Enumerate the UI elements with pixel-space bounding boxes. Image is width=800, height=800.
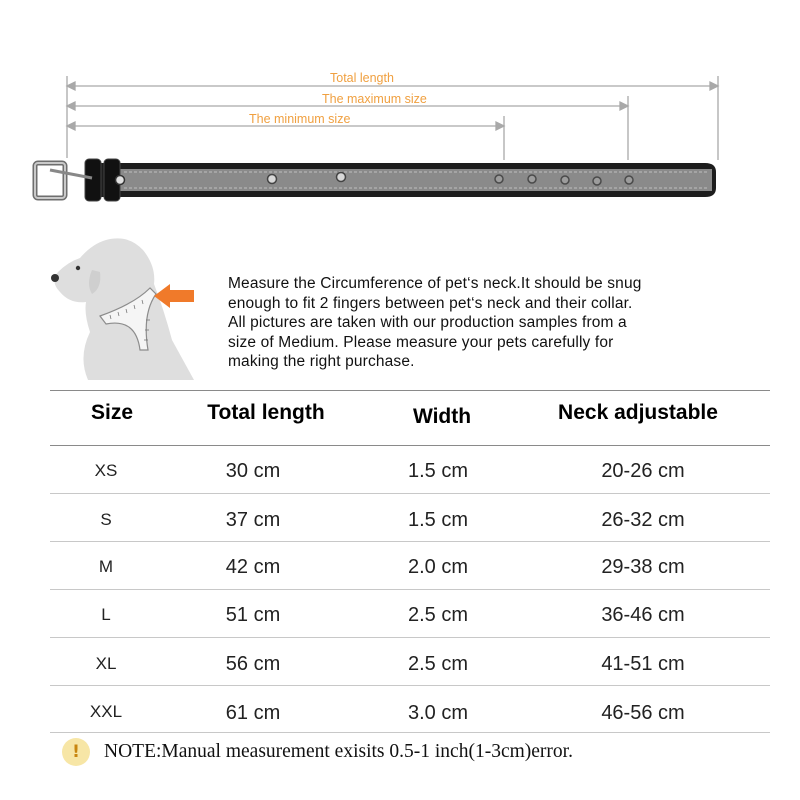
instruction-line: Measure the Circumference of pet‘s neck.It should be snug [228,275,642,292]
cell-length: 42 cm [225,556,281,578]
measurement-instructions [228,274,768,372]
header-total-length: Total length [207,401,325,424]
total-length-label: Total length [330,71,394,85]
cell-length: 61 cm [225,702,281,724]
cell-width: 3.0 cm [407,702,469,724]
instruction-line: making the right purchase. [228,353,415,370]
table-divider [50,541,770,542]
cell-neck: 20-26 cm [601,460,685,482]
cell-width: 2.5 cm [407,604,469,626]
cell-width: 1.5 cm [407,509,469,531]
collar-strap [85,159,716,201]
buckle-icon [35,163,92,198]
instruction-line: size of Medium. Please measure your pets carefully for [228,333,614,351]
cell-size: XS [94,461,118,480]
cell-size: XL [95,654,117,673]
header-width: Width [412,405,472,428]
table-divider [50,685,770,686]
cell-length: 30 cm [225,460,281,482]
header-size: Size [90,401,134,424]
cell-length: 37 cm [225,509,281,531]
cell-width: 1.5 cm [407,460,469,482]
cell-size: S [100,510,112,529]
table-divider [50,390,770,391]
minimum-size-label: The minimum size [249,112,351,126]
cell-neck: 29-38 cm [601,556,685,578]
cell-size: M [98,557,114,576]
table-divider [50,493,770,494]
instruction-line: enough to fit 2 fingers between pet‘s neck and their collar. [228,294,633,312]
cell-length: 51 cm [225,604,281,626]
instruction-line: All pictures are taken with our production samples from a [228,314,627,331]
cell-width: 2.5 cm [407,653,469,675]
cell-length: 56 cm [225,653,281,675]
note-text: NOTE:Manual measurement exisits 0.5-1 inch(1-3cm)error. [104,741,573,762]
total-length-dimension [67,76,718,160]
header-neck-adjustable: Neck adjustable [558,401,718,424]
maximum-size-label: The maximum size [322,92,427,106]
dog-neck-measure-illustration [48,232,198,382]
collar-diagram [0,0,800,215]
cell-neck: 36-46 cm [601,604,685,626]
cell-neck: 26-32 cm [601,509,685,531]
cell-size: XXL [89,702,123,721]
table-divider [50,732,770,733]
table-divider [50,589,770,590]
measurement-note [62,734,762,770]
table-divider [50,445,770,446]
exclamation-icon: ! [62,738,90,766]
cell-neck: 41-51 cm [601,653,685,675]
cell-neck: 46-56 cm [601,702,685,724]
table-divider [50,637,770,638]
cell-width: 2.0 cm [407,556,469,578]
cell-size: L [101,605,111,624]
